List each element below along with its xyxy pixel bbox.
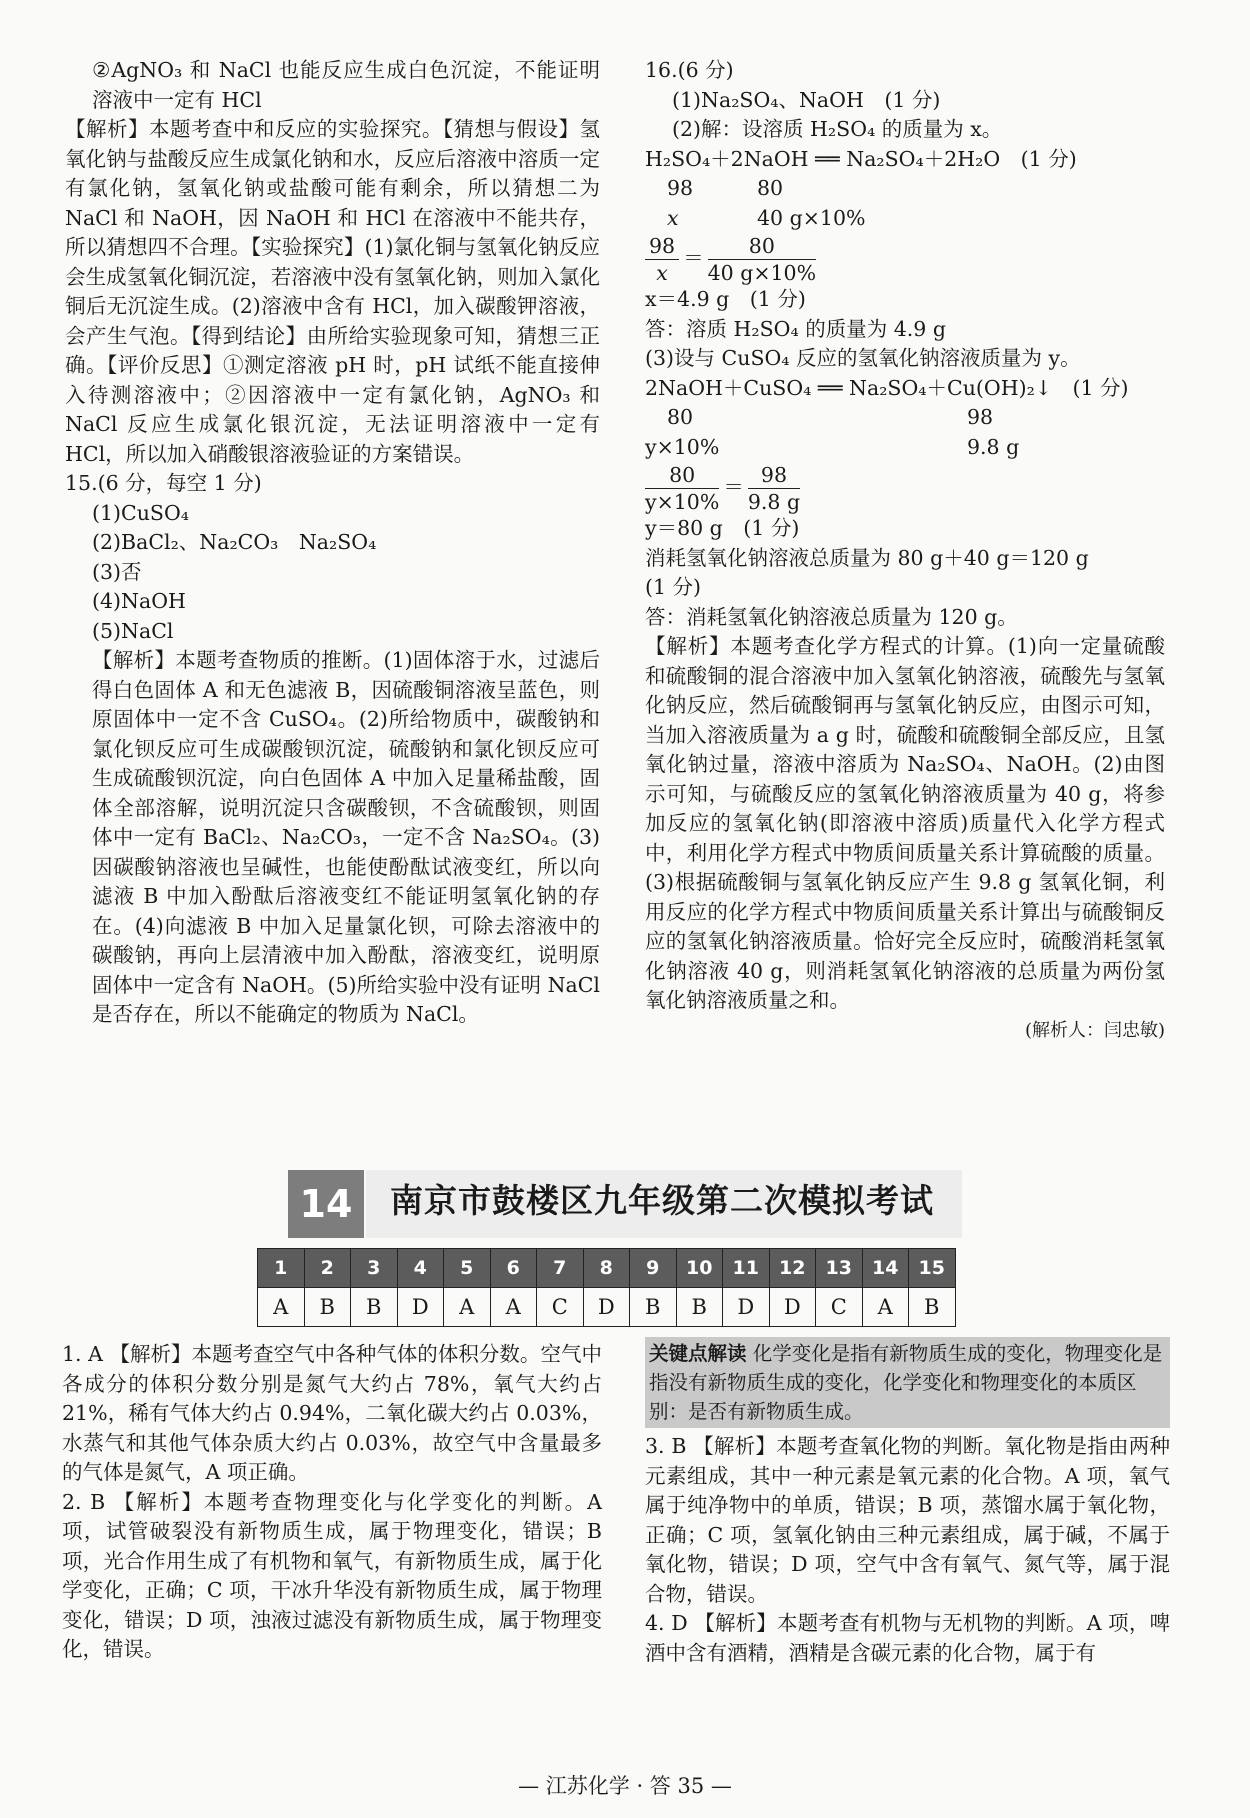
question-number-cell: 10 [676, 1249, 723, 1288]
fraction [708, 233, 816, 286]
answer-paragraph: 4. D 【解析】本题考查有机物与无机物的判断。A 项，啤酒中含有酒精，酒精是含碳元素的化合物，属于有 [645, 1611, 1170, 1665]
equals-sign: ＝ [683, 246, 704, 271]
answer-cell: D [397, 1288, 444, 1327]
fraction [748, 462, 800, 515]
paragraph: ②AgNO₃ 和 NaCl 也能反应生成白色沉淀，不能证明溶液中一定有 HCl [92, 58, 600, 112]
answer-line: (3)否 [92, 559, 142, 584]
numerator: 80 [708, 233, 816, 260]
question-number-cell: 11 [723, 1249, 770, 1288]
answer-cell: D [583, 1288, 630, 1327]
left-column-top [65, 56, 600, 1030]
value: 9.8 g [967, 434, 1020, 459]
value: y×10% [645, 434, 720, 459]
proportion-fraction [645, 462, 1165, 514]
value: 40 g×10% [757, 205, 866, 230]
question-number-cell: 5 [444, 1249, 491, 1288]
answer-cell: C [816, 1288, 863, 1327]
answer-line: y＝80 g (1 分) [645, 516, 800, 540]
denominator: y×10% [645, 489, 720, 514]
answer-cell: B [676, 1288, 723, 1327]
value: 98 [967, 405, 994, 429]
section-title: 南京市鼓楼区九年级第二次模拟考试 [390, 1181, 934, 1220]
answer-line: x＝4.9 g (1 分) [645, 287, 806, 311]
analysis-paragraph: 【解析】本题考查物质的推断。(1)固体溶于水，过滤后得白色固体 A 和无色滤液 B，因硫酸铜溶液呈蓝色，则原固体中一定不含 CuSO₄。(2)所给物质中，碳酸钠和氯化钡反应可生成碳酸钡沉淀，硫酸钠和氯化钡反应可生成硫酸钡沉淀，向白色固体 A 中加入足量稀盐酸，固体全部溶解，说明沉淀只含碳酸钡，不含硫酸钡，则固体中一定有 BaCl₂、Na₂CO₃，一定不含 Na₂SO₄。(3)因碳酸钠溶液也呈碱性，也能使酚酞试液变红，所以向滤液 B 中加入酚酞后溶液变红不能证明氢氧化钠的存在。(4)向滤液 B 中加入足量氯化钡，可除去溶液中的碳酸钠，再向上层清液中加入酚酞，溶液变红，说明原固体中一定含有 NaOH。(5)所给实验中没有证明 NaCl 是否存在，所以不能确定的物质为 NaCl。 [92, 648, 600, 1026]
paragraph: 【解析】本题考查中和反应的实验探究。【猜想与假设】氢氧化钠与盐酸反应生成氯化钠和水，反应后溶液中溶质一定有氯化钠，氢氧化钠或盐酸可能有剩余，所以猜想二为 NaCl 和 NaOH，因 NaOH 和 HCl 在溶液中不能共存，所以猜想四不合理。【实验探究】(1)氯化铜与氢氧化钠反应会生成氢氧化铜沉淀，若溶液中没有氢氧化钠，则加入氯化铜后无沉淀生成。(2)溶液中含有 HCl，加入碳酸钾溶液，会产生气泡。【得到结论】由所给实验现象可知，猜想三正确。【评价反思】①测定溶液 pH 时，pH 试纸不能直接伸入待测溶液中；②因溶液中一定有氯化钠，AgNO₃ 和 NaCl 反应生成氯化银沉淀，无法证明溶液中一定有 HCl，所以加入硝酸银溶液验证的方案错误。 [65, 117, 600, 466]
answer-line: (1)CuSO₄ [92, 500, 189, 525]
answer-cell: B [909, 1288, 956, 1327]
fraction [645, 233, 679, 286]
question-number-cell: 8 [583, 1249, 630, 1288]
numerator: 80 [645, 462, 719, 489]
denominator: 40 g×10% [707, 260, 817, 285]
answer-line: (2)BaCl₂、Na₂CO₃ Na₂SO₄ [92, 530, 377, 554]
answer-line: (1 分) [645, 575, 702, 599]
answer-cell: B [304, 1288, 351, 1327]
answer-paragraph: 3. B 【解析】本题考查氧化物的判断。氧化物是指由两种元素组成，其中一种元素是氧元素的化合物。A 项，氧气属于纯净物中的单质，错误；B 项，蒸馏水属于氧化物，正确；C 项，氢氧化钠由三种元素组成，属于碱，不属于氧化物，错误；D 项，空气中含有氧气、氮气等，属于混合物，错误。 [645, 1434, 1170, 1606]
question-number-cell: 13 [816, 1249, 863, 1288]
key-point-title: 关键点解读 [649, 1342, 747, 1365]
answer-line: 答：溶质 H₂SO₄ 的质量为 4.9 g [645, 316, 946, 341]
answer-cell: B [351, 1288, 398, 1327]
question-number-cell: 2 [304, 1249, 351, 1288]
question-16-heading: 16.(6 分) [645, 58, 734, 82]
answer-cell: C [537, 1288, 584, 1327]
answer-table [257, 1248, 956, 1327]
left-column-bottom [62, 1340, 602, 1665]
value: 80 [757, 176, 784, 200]
question-number-cell: 7 [537, 1249, 584, 1288]
answer-line: (1)Na₂SO₄、NaOH (1 分) [672, 87, 941, 112]
denominator: 9.8 g [747, 489, 801, 514]
mass-value-line [645, 204, 1165, 234]
mass-ratio-line [645, 174, 1165, 204]
mass-value-line [645, 433, 1165, 463]
question-number-cell: 12 [769, 1249, 816, 1288]
chemical-equation: 2NaOH＋CuSO₄ ══ Na₂SO₄＋Cu(OH)₂↓ (1 分) [645, 375, 1129, 400]
analysis-paragraph: 【解析】本题考查化学方程式的计算。(1)向一定量硫酸和硫酸铜的混合溶液中加入氢氧化钠溶液，硫酸先与氢氧化钠反应，然后硫酸铜再与氢氧化钠反应，由图示可知，当加入溶液质量为 a g 时，硫酸和硫酸铜全部反应，且氢氧化钠过量，溶液中溶质为 Na₂SO₄、NaOH。(2)由图示可知，与硫酸反应的氢氧化钠溶液质量为 40 g，将参加反应的氢氧化钠(即溶液中溶质)质量代入化学方程式中，利用化学方程式中物质间质量关系计算硫酸的质量。(3)根据硫酸铜与氢氧化钠反应产生 9.8 g 氢氧化铜，利用反应的化学方程式中物质间质量关系计算出与硫酸铜反应的氢氧化钠溶液质量。恰好完全反应时，硫酸消耗氢氧化钠溶液 40 g，则消耗氢氧化钠溶液的总质量为两份氢氧化钠溶液质量之和。 [645, 634, 1165, 1012]
mass-ratio-line [645, 403, 1165, 433]
answer-line: (3)设与 CuSO₄ 反应的氢氧化钠溶液质量为 y。 [645, 346, 1081, 370]
question-number-cell: 14 [862, 1249, 909, 1288]
question-number-cell: 6 [490, 1249, 537, 1288]
denominator: x [656, 260, 668, 285]
answer-cell: D [723, 1288, 770, 1327]
answer-line: 答：消耗氢氧化钠溶液总质量为 120 g。 [645, 604, 1018, 629]
numerator: 98 [645, 233, 679, 260]
value: x [667, 205, 679, 230]
value: 98 [667, 176, 694, 200]
answer-cell: A [862, 1288, 909, 1327]
answer-cell: A [490, 1288, 537, 1327]
fraction [645, 462, 719, 515]
right-column-top [645, 56, 1165, 1045]
answer-line: (2)解：设溶质 H₂SO₄ 的质量为 x。 [672, 117, 1003, 141]
key-point-box [645, 1337, 1170, 1428]
question-number-cell: 9 [630, 1249, 677, 1288]
question-number-cell: 1 [258, 1249, 305, 1288]
page-footer: — 江苏化学 · 答 35 — [518, 1774, 732, 1798]
equals-sign: ＝ [723, 475, 744, 500]
table-header-row [258, 1249, 956, 1288]
value: 80 [667, 405, 694, 429]
answer-line: (5)NaCl [92, 618, 174, 643]
question-15-heading: 15.(6 分，每空 1 分) [65, 471, 262, 495]
numerator: 98 [748, 462, 800, 489]
question-number-cell: 15 [909, 1249, 956, 1288]
proportion-fraction [645, 233, 1165, 285]
right-column-bottom [645, 1337, 1170, 1668]
answer-line: 消耗氢氧化钠溶液总质量为 80 g＋40 g＝120 g [645, 545, 1089, 570]
answer-cell: A [444, 1288, 491, 1327]
answer-cell: B [630, 1288, 677, 1327]
answer-cell: D [769, 1288, 816, 1327]
answer-paragraph: 1. A 【解析】本题考查空气中各种气体的体积分数。空气中各成分的体积分数分别是氮气大约占 78%，氧气大约占 21%，稀有气体大约占 0.94%，二氧化碳大约占 0.03%，水蒸气和其他气体杂质大约占 0.03%，故空气中含量最多的气体是氮气，A 项正确。 [62, 1342, 602, 1484]
chemical-equation: H₂SO₄＋2NaOH ══ Na₂SO₄＋2H₂O (1 分) [645, 146, 1077, 171]
answer-paragraph: 2. B 【解析】本题考查物理变化与化学变化的判断。A 项，试管破裂没有新物质生成，属于物理变化，错误；B 项，光合作用生成了有机物和氧气，有新物质生成，属于化学变化，正确；C 项，干冰升华没有新物质生成，属于物理变化，错误；D 项，浊液过滤没有新物质生成，属于物理变化，错误。 [62, 1489, 602, 1661]
section-number: 14 [288, 1170, 364, 1238]
key-point-text: 化学变化是指有新物质生成的变化，物理变化是指没有新物质生成的变化，化学变化和物理变化的本质区别：是否有新物质生成。 [649, 1342, 1163, 1423]
question-number-cell: 4 [397, 1249, 444, 1288]
answer-line: (4)NaOH [92, 589, 186, 613]
table-answer-row [258, 1288, 956, 1327]
question-number-cell: 3 [351, 1249, 398, 1288]
author-credit: (解析人：闫忠敏) [1024, 1019, 1165, 1041]
answer-cell: A [258, 1288, 305, 1327]
